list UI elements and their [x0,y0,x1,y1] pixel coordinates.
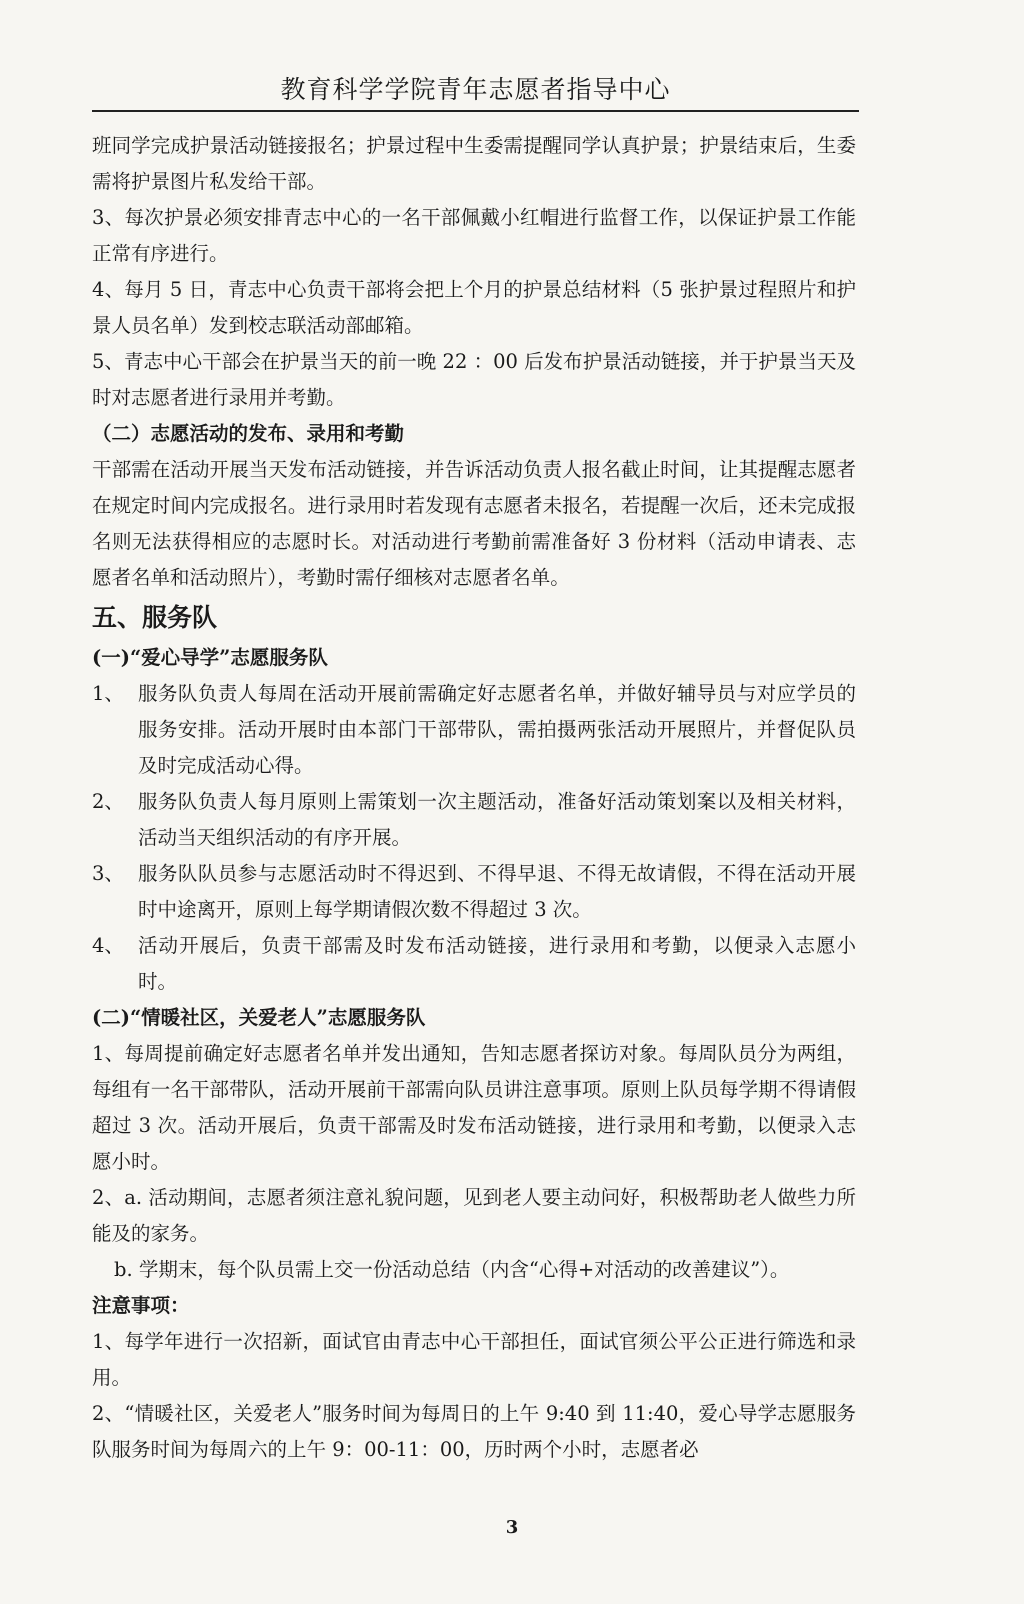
section-heading: （二）志愿活动的发布、录用和考勤 [92,422,405,445]
list-number: 4、 [92,934,124,957]
section-heading: (二)“情暖社区，关爱老人”志愿服务队 [92,1006,426,1029]
page-number: 3 [505,1517,519,1538]
paragraph: 班同学完成护景活动链接报名；护景过程中生委需提醒同学认真护景；护景结束后，生委需将护景图片私发给干部。 [92,134,856,193]
list-item [92,784,856,856]
paragraph: 1、每学年进行一次招新，面试官由青志中心干部担任，面试官须公平公正进行筛选和录用。 [92,1330,856,1389]
paragraph: 1、每周提前确定好志愿者名单并发出通知，告知志愿者探访对象。每周队员分为两组，每组有一名干部带队，活动开展前干部需向队员讲注意事项。原则上队员每学期不得请假超过 3 次。活动开展后，负责干部需及时发布活动链接，进行录用和考勤，以便录入志愿小时。 [92,1042,856,1173]
list-number: 3、 [92,862,124,885]
chapter-heading: 五、服务队 [92,603,218,632]
list-number: 1、 [92,682,124,705]
paragraph: 干部需在活动开展当天发布活动链接，并告诉活动负责人报名截止时间，让其提醒志愿者在规定时间内完成报名。进行录用时若发现有志愿者未报名，若提醒一次后，还未完成报名则无法获得相应的志愿时长。对活动进行考勤前需准备好 3 份材料（活动申请表、志愿者名单和活动照片），考勤时需仔细核对志愿者名单。 [92,458,856,589]
paragraph: 4、每月 5 日，青志中心负责干部将会把上个月的护景总结材料（5 张护景过程照片和护景人员名单）发到校志联活动部邮箱。 [92,278,856,337]
list-text: 服务队队员参与志愿活动时不得迟到、不得早退、不得无故请假，不得在活动开展时中途离开，原则上每学期请假次数不得超过 3 次。 [138,862,856,921]
section-heading: (一)“爱心导学”志愿服务队 [92,646,328,669]
paragraph: 2、“情暖社区，关爱老人”服务时间为每周日的上午 9:40 到 11:40，爱心导学志愿服务队服务时间为每周六的上午 9：00-11：00，历时两个小时，志愿者必 [92,1402,856,1461]
paragraph: b. 学期末，每个队员需上交一份活动总结（内含“心得+对活动的改善建议”）。 [114,1258,790,1281]
notes-heading: 注意事项： [92,1294,190,1317]
header-rule [92,110,859,112]
list-number: 2、 [92,790,124,813]
page-header-title: 教育科学学院青年志愿者指导中心 [280,75,671,104]
paragraph: 2、a. 活动期间，志愿者须注意礼貌问题，见到老人要主动问好，积极帮助老人做些力所能及的家务。 [92,1186,856,1245]
list-text: 服务队负责人每月原则上需策划一次主题活动，准备好活动策划案以及相关材料，活动当天组织活动的有序开展。 [138,790,856,849]
list-text: 活动开展后，负责干部需及时发布活动链接，进行录用和考勤，以便录入志愿小时。 [138,934,856,993]
list-item [92,676,856,784]
paragraph: 3、每次护景必须安排青志中心的一名干部佩戴小红帽进行监督工作，以保证护景工作能正常有序进行。 [92,206,856,265]
list-item [92,856,856,928]
list-text: 服务队负责人每周在活动开展前需确定好志愿者名单，并做好辅导员与对应学员的服务安排。活动开展时由本部门干部带队，需拍摄两张活动开展照片，并督促队员及时完成活动心得。 [138,682,856,777]
numbered-list [92,676,856,1000]
list-item [92,928,856,1000]
document-body [92,128,856,1468]
paragraph: 5、青志中心干部会在护景当天的前一晚 22 ：00 后发布护景活动链接，并于护景当天及时对志愿者进行录用并考勤。 [92,350,856,409]
